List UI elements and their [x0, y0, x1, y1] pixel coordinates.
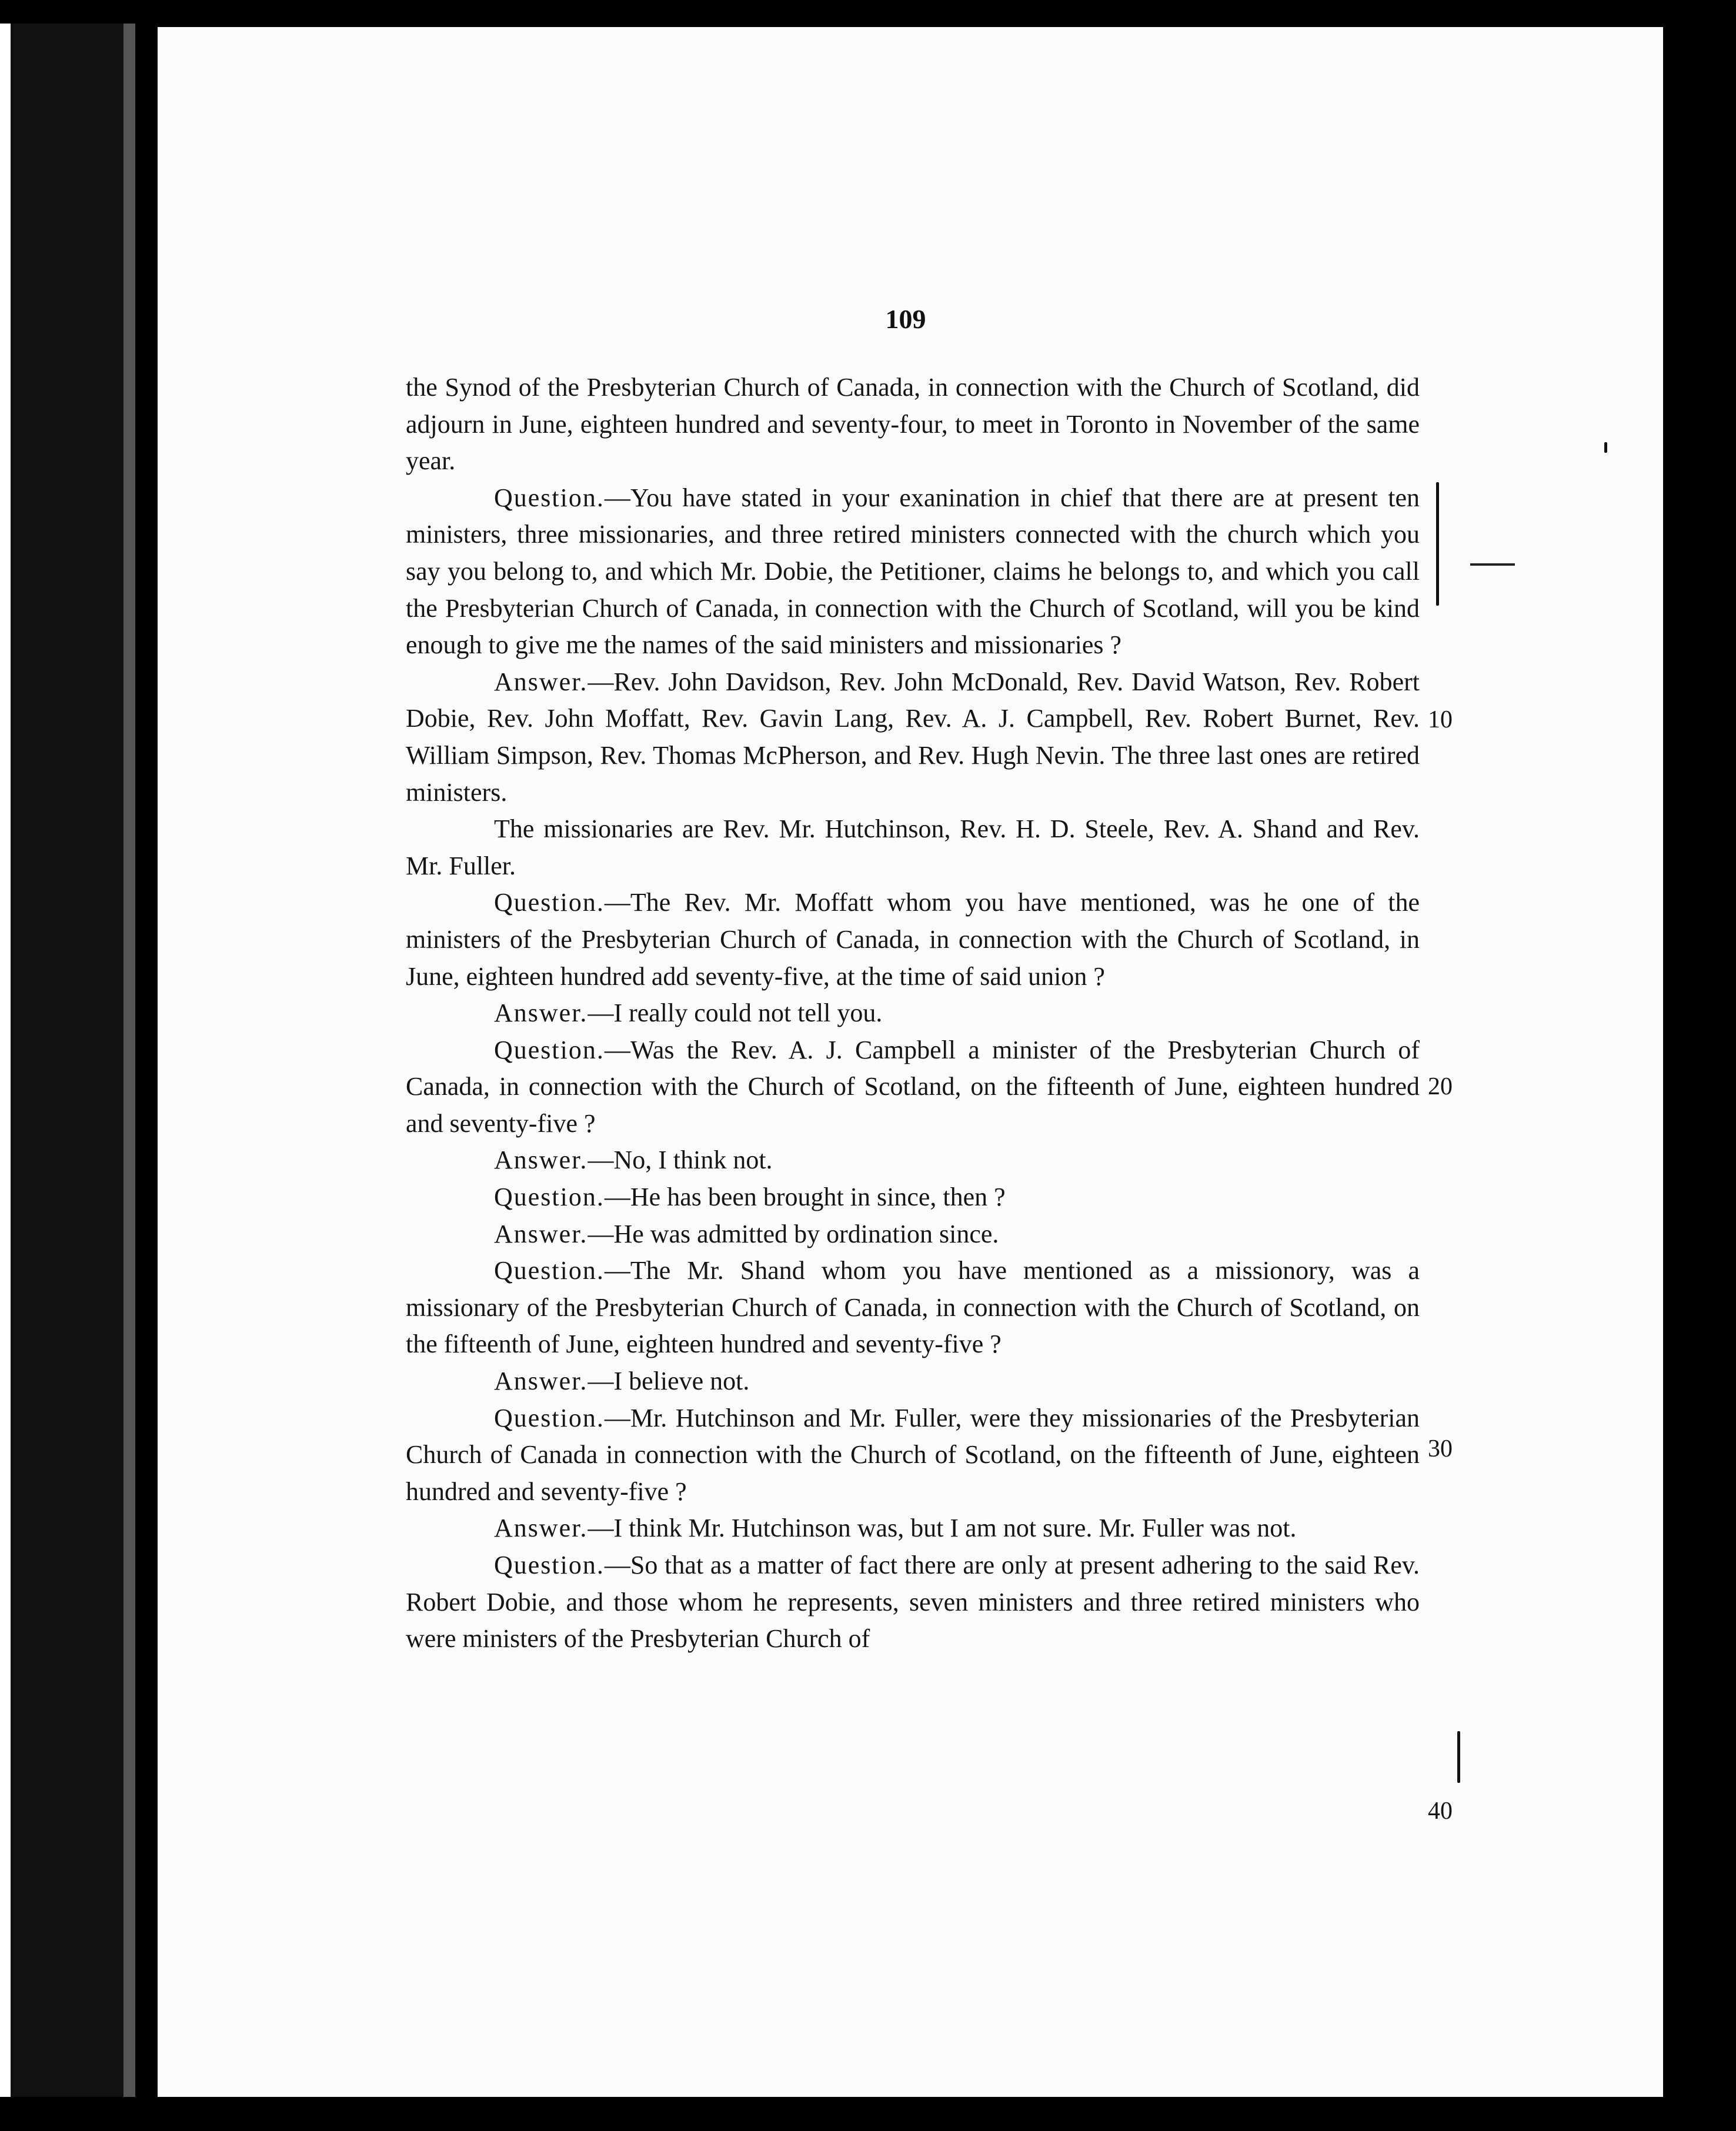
paragraph-text: —The Rev. Mr. Moffatt whom you have mentioned, was he one of the ministers of the Presbyterian Church of Canada, in connection with the Church of Scotland, in June, eighteen hundred add seventy-five, at the time of said union ?	[406, 888, 1420, 991]
scan-border-top	[0, 0, 1736, 27]
paragraph-text: —He has been brought in since, then ?	[604, 1183, 1006, 1212]
paragraph-text: —I think Mr. Hutchinson was, but I am not sure. Mr. Fuller was not.	[587, 1514, 1297, 1543]
line-number: 10	[1428, 706, 1453, 733]
paragraph	[406, 1363, 1420, 1400]
paragraph	[406, 1216, 1420, 1253]
paragraph	[406, 1547, 1420, 1658]
paragraph-text: —Mr. Hutchinson and Mr. Fuller, were they missionaries of the Presbyterian Church of Canada in connection with the Church of Scotland, on the fifteenth of June, eighteen hundred and seventy-five ?	[406, 1403, 1420, 1506]
line-number: 40	[1428, 1798, 1453, 1825]
scan-border-left	[0, 24, 158, 2117]
paragraph	[406, 1252, 1420, 1363]
paragraph	[406, 1179, 1420, 1216]
paragraph-text: —Rev. John Davidson, Rev. John McDonald, Rev. David Watson, Rev. Robert Dobie, Rev. John Moffatt, Rev. Gavin Lang, Rev. A. J. Campbell, Rev. Robert Burnet, Rev. William Simpson, Rev. Thomas McPherson, and Rev. Hugh Nevin. The three last ones are retired ministers.	[406, 667, 1420, 807]
paragraph-text: —No, I think not.	[587, 1145, 773, 1175]
speaker-label: Question.	[494, 1035, 605, 1064]
line-number: 30	[1428, 1435, 1453, 1462]
paragraph-text: The missionaries are Rev. Mr. Hutchinson, Rev. H. D. Steele, Rev. A. Shand and Rev. Mr. Fuller.	[406, 814, 1420, 880]
speaker-label: Question.	[494, 1551, 605, 1579]
speaker-label: Answer.	[494, 1219, 588, 1248]
speaker-label: Answer.	[494, 667, 588, 696]
paragraph	[406, 480, 1420, 664]
speaker-label: Answer.	[494, 998, 588, 1028]
speaker-label: Answer.	[494, 1367, 588, 1396]
paragraph-text: the Synod of the Presbyterian Church of Canada, in connection with the Church of Scotland, did adjourn in June, eighteen hundred and seventy-four, to meet in Toronto in November of the same year.	[406, 373, 1420, 476]
paragraph-text: —So that as a matter of fact there are only at present adhering to the said Rev. Robert Dobie, and those whom he represents, seven ministers and three retired ministers who were ministers of the Presbyterian Church of	[406, 1551, 1420, 1654]
speaker-label: Question.	[494, 1256, 605, 1285]
margin-bracket-mark	[1436, 482, 1439, 606]
speaker-label: Question.	[494, 483, 605, 512]
paragraph-text: —The Mr. Shand whom you have mentioned as a missionory, was a missionary of the Presbyterian Church of Canada, in connection with the Church of Scotland, on the fifteenth of June, eighteen hundred and seventy-five ?	[406, 1256, 1420, 1359]
paragraph-text: —I believe not.	[587, 1367, 750, 1396]
paragraph	[406, 369, 1420, 480]
paragraph-text: —He was admitted by ordination since.	[587, 1219, 999, 1248]
body-text	[406, 369, 1420, 1658]
paragraph	[406, 1400, 1420, 1511]
scan-border-right	[1663, 0, 1736, 2131]
paragraph-text: —I really could not tell you.	[587, 998, 883, 1028]
margin-dash-mark	[1470, 563, 1515, 566]
speaker-label: Answer.	[494, 1514, 588, 1543]
speaker-label: Question.	[494, 888, 605, 917]
paragraph	[406, 1510, 1420, 1547]
paragraph	[406, 811, 1420, 884]
paragraph	[406, 664, 1420, 811]
page-number: 109	[885, 304, 926, 334]
speaker-label: Question.	[494, 1403, 605, 1432]
speaker-label: Question.	[494, 1183, 605, 1212]
paragraph-text: —You have stated in your exanination in chief that there are at present ten ministers, three missionaries, and three retired ministers connected with the church which you say you belong to, and which Mr. Dobie, the Petitioner, claims he belongs to, and which you call the Presbyterian Church of Canada, in connection with the Church of Scotland, will you be kind enough to give me the names of the said ministers and missionaries ?	[406, 483, 1420, 660]
paragraph-text: —Was the Rev. A. J. Campbell a minister of the Presbyterian Church of Canada, in connection with the Church of Scotland, on the fifteenth of June, eighteen hundred and seventy-five ?	[406, 1035, 1420, 1138]
paragraph	[406, 1142, 1420, 1179]
margin-bracket-mark	[1457, 1731, 1460, 1783]
paragraph	[406, 1032, 1420, 1143]
margin-tick-mark	[1604, 442, 1607, 453]
scan-border-bottom	[0, 2097, 1736, 2131]
paragraph	[406, 995, 1420, 1032]
paragraph	[406, 884, 1420, 995]
line-number: 20	[1428, 1073, 1453, 1100]
speaker-label: Answer.	[494, 1145, 588, 1175]
